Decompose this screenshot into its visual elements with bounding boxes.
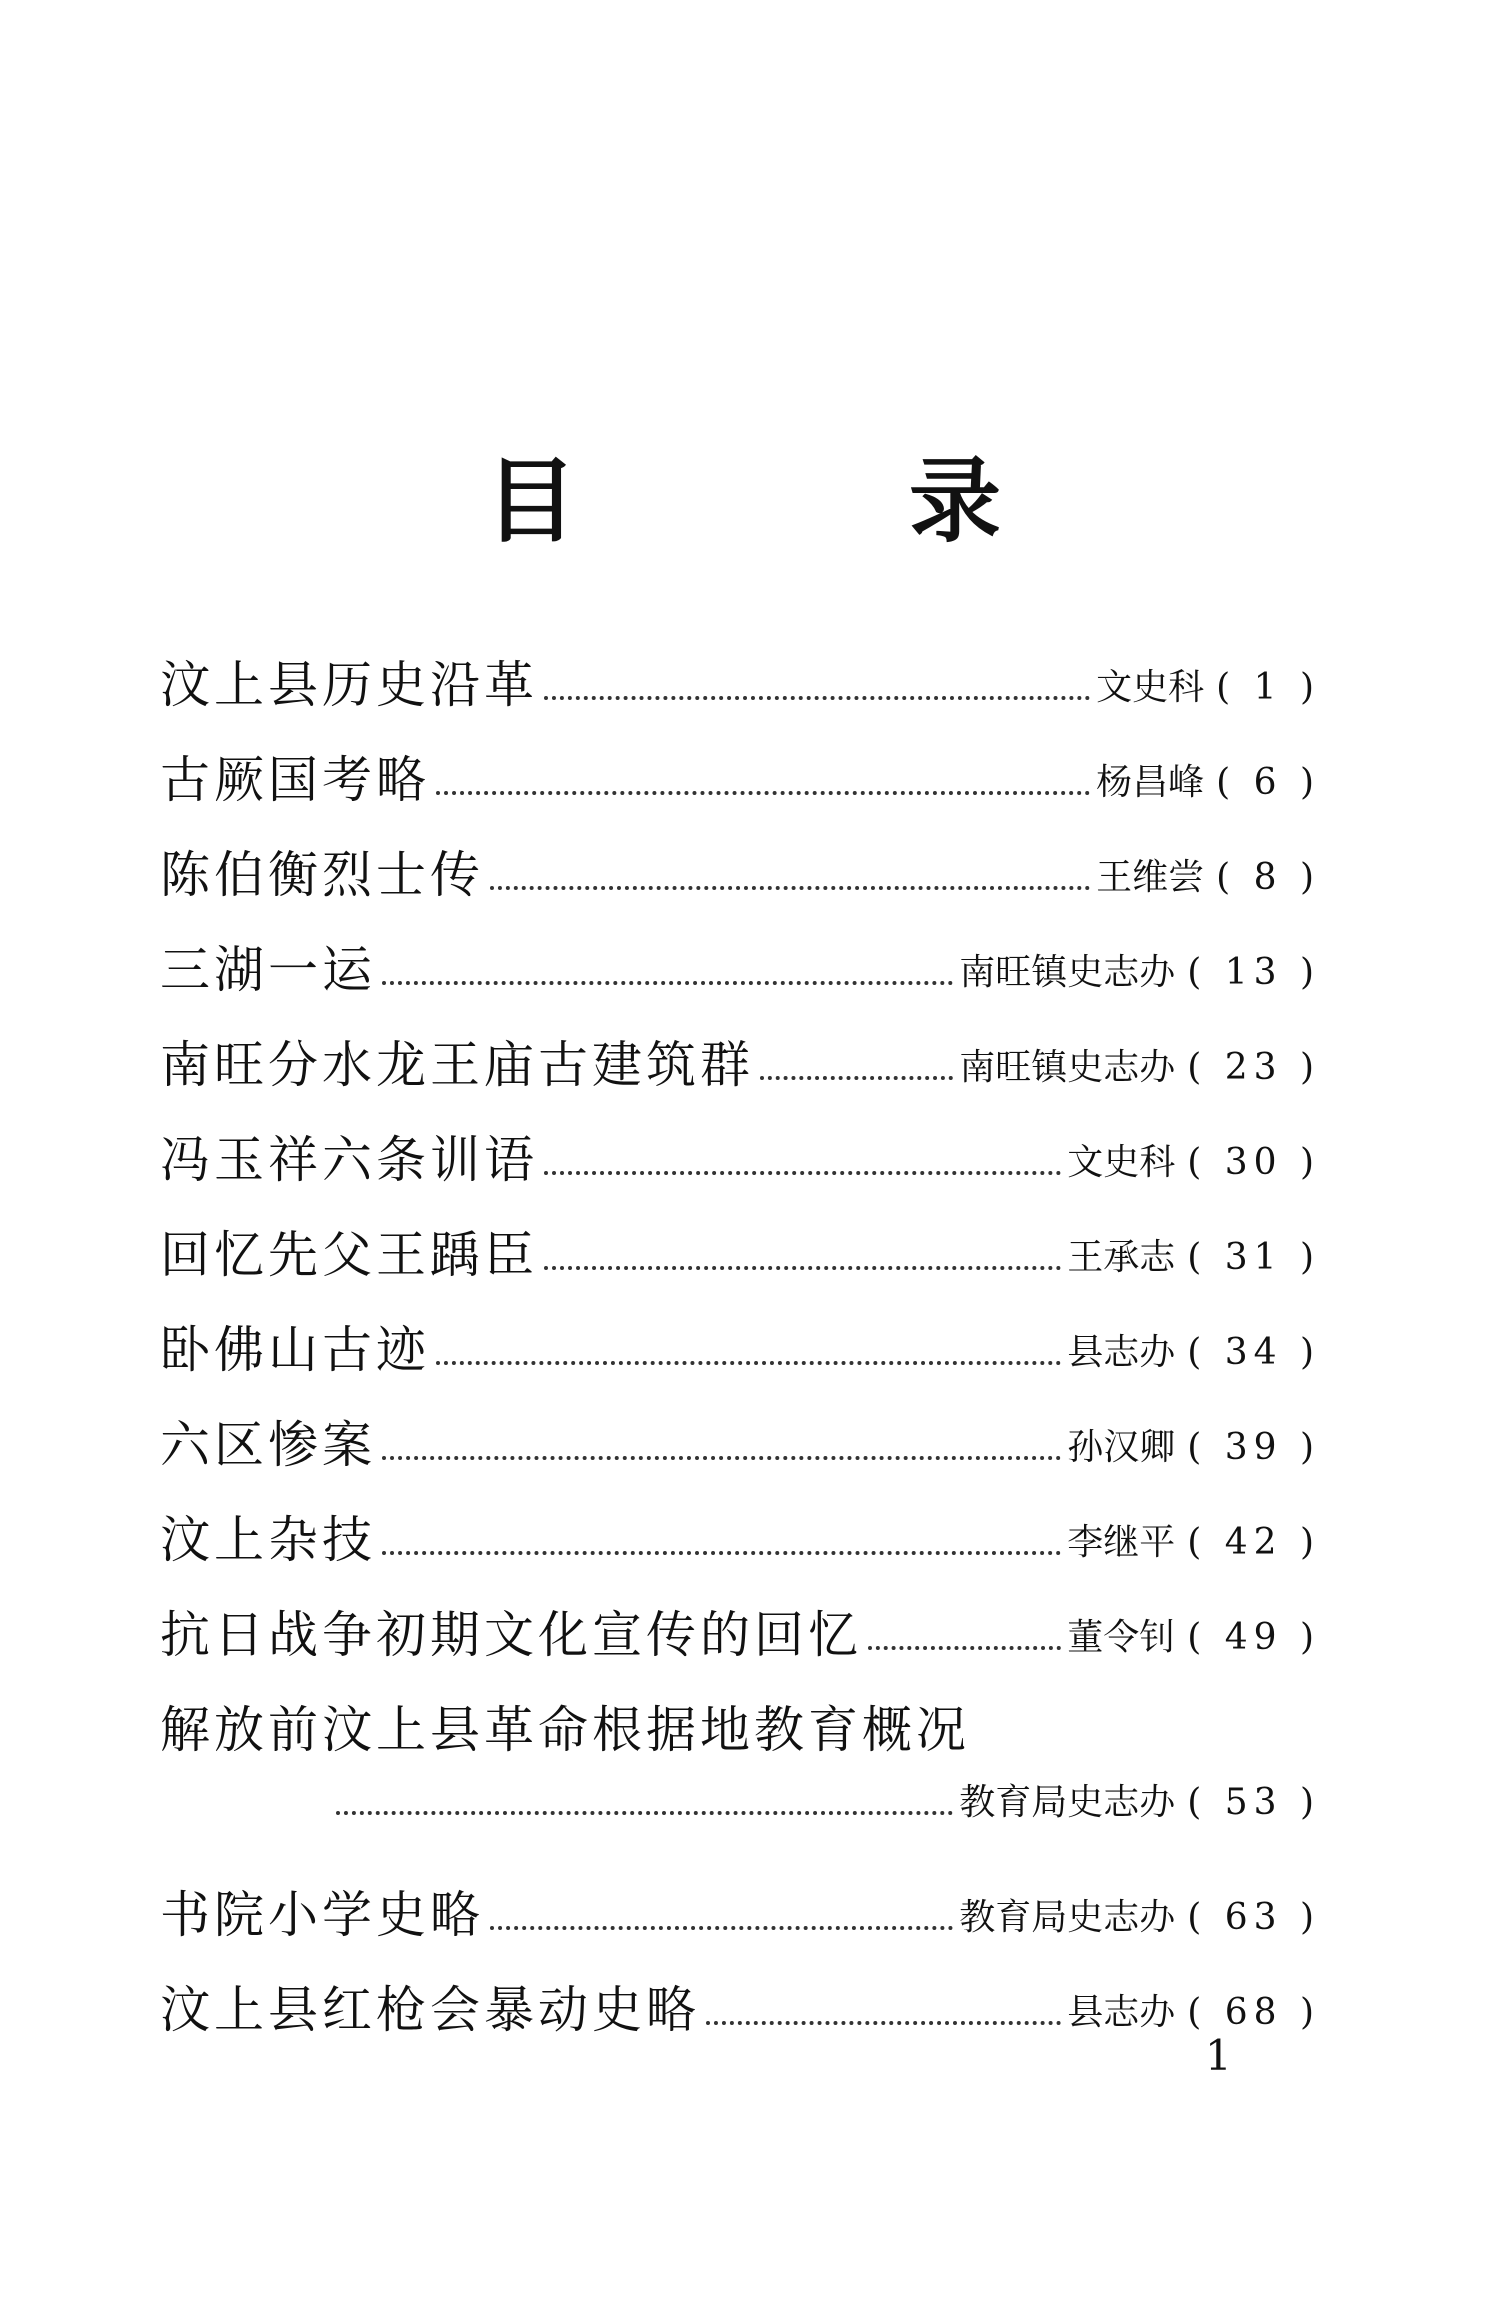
entry-page: ( 6 ) [1216, 762, 1320, 803]
entry-author: 杨昌峰 [1096, 762, 1205, 803]
toc-entry [160, 1495, 1320, 1569]
toc-entry [160, 830, 1320, 904]
dot-leader [544, 696, 1090, 700]
dot-leader [336, 1811, 953, 1815]
toc-entry [160, 1115, 1320, 1189]
entry-author: 王维尝 [1096, 857, 1205, 898]
toc-entry [160, 640, 1320, 714]
entry-title: 南旺分水龙王庙古建筑群 [160, 1036, 754, 1094]
entry-title: 书院小学史略 [160, 1886, 484, 1944]
entry-title: 汶上县历史沿革 [160, 656, 538, 714]
entry-author: 文史科 [1067, 1142, 1176, 1183]
entry-title: 三湖一运 [160, 941, 376, 999]
entry-title: 卧佛山古迹 [160, 1321, 430, 1379]
entry-author: 县志办 [1067, 1332, 1176, 1373]
toc-entry [160, 925, 1320, 999]
dot-leader [436, 791, 1090, 795]
entry-page: ( 13 ) [1187, 952, 1320, 993]
entry-author: 文史科 [1096, 667, 1205, 708]
entry-page: ( 39 ) [1187, 1427, 1320, 1468]
entry-title: 解放前汶上县革命根据地教育概况 [160, 1701, 970, 1759]
entry-page: ( 1 ) [1216, 667, 1320, 708]
dot-leader [382, 1551, 1061, 1555]
entry-title: 冯玉祥六条训语 [160, 1131, 538, 1189]
entry-author: 南旺镇史志办 [959, 952, 1176, 993]
entry-page: ( 63 ) [1187, 1897, 1320, 1938]
toc-entry [160, 735, 1320, 809]
dot-leader [436, 1361, 1061, 1365]
toc-entry [160, 1020, 1320, 1094]
toc-entry [160, 1590, 1320, 1664]
entry-page: ( 31 ) [1187, 1237, 1320, 1278]
entry-title: 汶上杂技 [160, 1511, 376, 1569]
dot-leader [868, 1646, 1061, 1650]
entry-author: 教育局史志办 [959, 1897, 1176, 1938]
entry-title: 抗日战争初期文化宣传的回忆 [160, 1606, 862, 1664]
entry-title: 六区惨案 [160, 1416, 376, 1474]
toc-entry [160, 1685, 1320, 1845]
entry-page: ( 68 ) [1187, 1992, 1320, 2033]
dot-leader [544, 1266, 1061, 1270]
dot-leader [760, 1076, 953, 1080]
dot-leader [490, 886, 1090, 890]
dot-leader [382, 981, 953, 985]
toc-entry [160, 1870, 1320, 1944]
dot-leader [544, 1171, 1061, 1175]
entry-author: 县志办 [1067, 1992, 1176, 2033]
entry-title: 汶上县红枪会暴动史略 [160, 1981, 700, 2039]
entry-page: ( 23 ) [1187, 1047, 1320, 1088]
entry-author: 李继平 [1067, 1522, 1176, 1563]
entry-title: 古厥国考略 [160, 751, 430, 809]
entry-author: 南旺镇史志办 [959, 1047, 1176, 1088]
entry-author: 孙汉卿 [1067, 1427, 1176, 1468]
page-number: 1 [1205, 2031, 1232, 2080]
toc-entry [160, 1210, 1320, 1284]
page-title: 目 录 [484, 447, 1152, 555]
entry-author: 王承志 [1067, 1237, 1176, 1278]
entry-author: 教育局史志办 [959, 1782, 1176, 1823]
entry-page: ( 42 ) [1187, 1522, 1320, 1563]
dot-leader [382, 1456, 1061, 1460]
dot-leader [490, 1926, 953, 1930]
toc-entry [160, 1400, 1320, 1474]
entry-page: ( 34 ) [1187, 1332, 1320, 1373]
entry-page: ( 8 ) [1216, 857, 1320, 898]
entry-page: ( 53 ) [1187, 1782, 1320, 1823]
entry-page: ( 30 ) [1187, 1142, 1320, 1183]
dot-leader [706, 2021, 1061, 2025]
entry-author: 董令钊 [1067, 1617, 1176, 1658]
toc-entry [160, 1305, 1320, 1379]
entry-title: 回忆先父王踽臣 [160, 1226, 538, 1284]
entry-title: 陈伯衡烈士传 [160, 846, 484, 904]
entry-page: ( 49 ) [1187, 1617, 1320, 1658]
toc-entry [160, 1965, 1320, 2039]
